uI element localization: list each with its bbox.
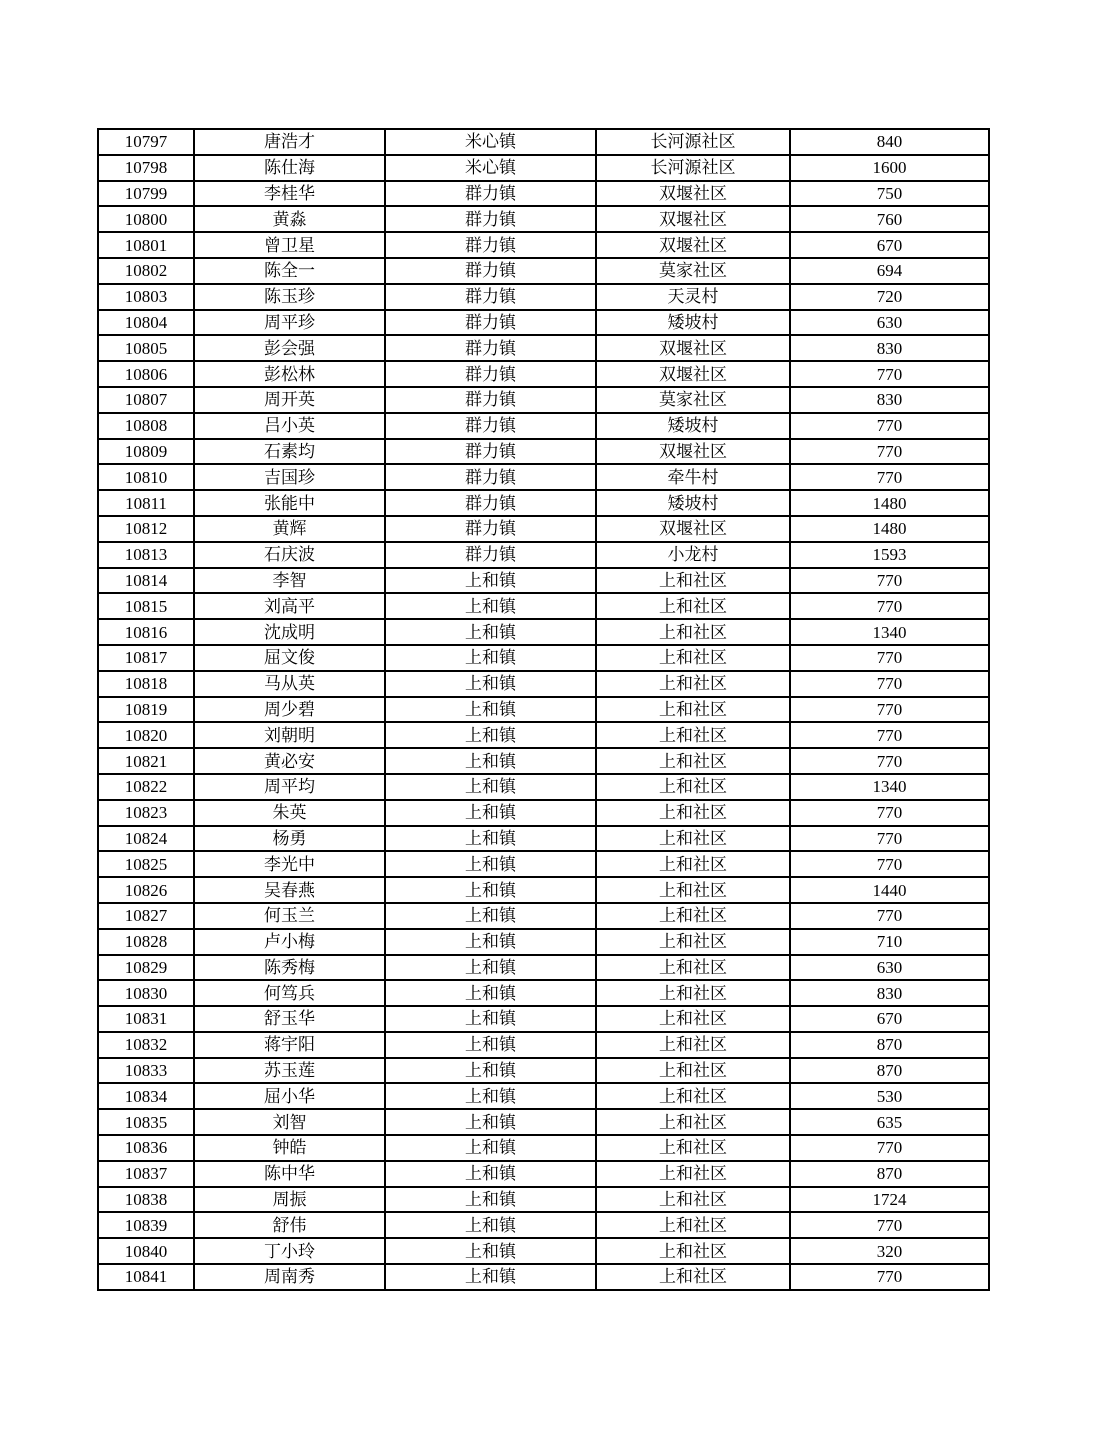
cell-town: 上和镇 [385,1238,596,1264]
cell-amount: 1593 [790,542,989,568]
cell-community: 上和社区 [596,955,790,981]
cell-town: 上和镇 [385,697,596,723]
cell-person-name: 何笃兵 [194,980,385,1006]
cell-person-name: 吕小英 [194,413,385,439]
cell-amount: 1340 [790,619,989,645]
cell-amount: 750 [790,181,989,207]
cell-person-name: 屈小华 [194,1083,385,1109]
cell-amount: 1440 [790,877,989,903]
cell-record-id: 10799 [98,181,194,207]
cell-person-name: 唐浩才 [194,129,385,155]
cell-community: 上和社区 [596,619,790,645]
cell-community: 矮坡村 [596,310,790,336]
cell-record-id: 10803 [98,284,194,310]
table-row [98,697,989,723]
cell-community: 矮坡村 [596,490,790,516]
cell-amount: 630 [790,955,989,981]
cell-town: 上和镇 [385,1161,596,1187]
table-row [98,645,989,671]
cell-amount: 770 [790,464,989,490]
cell-person-name: 周少碧 [194,697,385,723]
cell-person-name: 周平均 [194,774,385,800]
table-row [98,206,989,232]
cell-community: 上和社区 [596,980,790,1006]
table-row [98,774,989,800]
cell-amount: 670 [790,1006,989,1032]
cell-record-id: 10814 [98,568,194,594]
cell-record-id: 10820 [98,722,194,748]
cell-community: 双堰社区 [596,335,790,361]
cell-community: 上和社区 [596,1032,790,1058]
cell-amount: 770 [790,826,989,852]
cell-community: 上和社区 [596,903,790,929]
table-row [98,851,989,877]
cell-person-name: 曾卫星 [194,232,385,258]
cell-amount: 770 [790,748,989,774]
table-row [98,1264,989,1290]
cell-record-id: 10811 [98,490,194,516]
cell-community: 上和社区 [596,568,790,594]
cell-amount: 770 [790,697,989,723]
table-row [98,1058,989,1084]
table-row [98,1135,989,1161]
cell-amount: 770 [790,1135,989,1161]
cell-person-name: 马从英 [194,671,385,697]
table-row [98,232,989,258]
cell-amount: 770 [790,800,989,826]
cell-community: 莫家社区 [596,258,790,284]
cell-town: 上和镇 [385,774,596,800]
cell-amount: 320 [790,1238,989,1264]
cell-person-name: 蒋宇阳 [194,1032,385,1058]
table-row [98,1006,989,1032]
cell-amount: 770 [790,722,989,748]
table-row [98,800,989,826]
cell-person-name: 吉国珍 [194,464,385,490]
table-row [98,1238,989,1264]
cell-town: 群力镇 [385,361,596,387]
cell-town: 上和镇 [385,1006,596,1032]
cell-town: 上和镇 [385,1212,596,1238]
cell-community: 上和社区 [596,593,790,619]
cell-person-name: 张能中 [194,490,385,516]
table-row [98,310,989,336]
cell-community: 长河源社区 [596,129,790,155]
cell-community: 上和社区 [596,645,790,671]
cell-amount: 770 [790,439,989,465]
cell-amount: 770 [790,645,989,671]
cell-person-name: 沈成明 [194,619,385,645]
table-row [98,903,989,929]
cell-town: 上和镇 [385,1058,596,1084]
table-row [98,464,989,490]
cell-town: 群力镇 [385,335,596,361]
cell-community: 双堰社区 [596,439,790,465]
cell-town: 上和镇 [385,955,596,981]
cell-town: 群力镇 [385,232,596,258]
cell-amount: 770 [790,903,989,929]
table-row [98,568,989,594]
cell-community: 上和社区 [596,722,790,748]
cell-person-name: 何玉兰 [194,903,385,929]
cell-person-name: 陈中华 [194,1161,385,1187]
cell-person-name: 刘朝明 [194,722,385,748]
table-row [98,722,989,748]
table-row [98,619,989,645]
cell-record-id: 10836 [98,1135,194,1161]
cell-record-id: 10840 [98,1238,194,1264]
cell-record-id: 10798 [98,155,194,181]
cell-person-name: 陈仕海 [194,155,385,181]
cell-person-name: 周平珍 [194,310,385,336]
cell-record-id: 10802 [98,258,194,284]
table-row [98,490,989,516]
cell-record-id: 10825 [98,851,194,877]
cell-person-name: 李智 [194,568,385,594]
cell-community: 上和社区 [596,1212,790,1238]
cell-amount: 694 [790,258,989,284]
cell-record-id: 10823 [98,800,194,826]
cell-amount: 770 [790,593,989,619]
cell-town: 上和镇 [385,593,596,619]
cell-town: 群力镇 [385,542,596,568]
cell-record-id: 10826 [98,877,194,903]
cell-record-id: 10841 [98,1264,194,1290]
cell-record-id: 10812 [98,516,194,542]
cell-town: 群力镇 [385,387,596,413]
cell-record-id: 10806 [98,361,194,387]
table-row [98,929,989,955]
cell-community: 上和社区 [596,1238,790,1264]
cell-community: 双堰社区 [596,516,790,542]
records-table-body [98,129,989,1290]
cell-town: 群力镇 [385,284,596,310]
cell-record-id: 10797 [98,129,194,155]
cell-community: 双堰社区 [596,232,790,258]
cell-amount: 630 [790,310,989,336]
cell-record-id: 10805 [98,335,194,361]
table-row [98,1161,989,1187]
table-row [98,955,989,981]
cell-town: 上和镇 [385,1109,596,1135]
cell-record-id: 10817 [98,645,194,671]
cell-town: 群力镇 [385,310,596,336]
table-row [98,439,989,465]
cell-person-name: 黄辉 [194,516,385,542]
cell-person-name: 刘高平 [194,593,385,619]
cell-community: 上和社区 [596,1058,790,1084]
cell-record-id: 10827 [98,903,194,929]
cell-community: 小龙村 [596,542,790,568]
table-row [98,826,989,852]
cell-amount: 870 [790,1032,989,1058]
table-row [98,980,989,1006]
cell-town: 群力镇 [385,490,596,516]
cell-amount: 530 [790,1083,989,1109]
cell-town: 上和镇 [385,748,596,774]
cell-town: 上和镇 [385,1264,596,1290]
cell-amount: 670 [790,232,989,258]
cell-record-id: 10804 [98,310,194,336]
cell-amount: 830 [790,387,989,413]
cell-town: 上和镇 [385,645,596,671]
table-row [98,335,989,361]
cell-record-id: 10824 [98,826,194,852]
cell-person-name: 屈文俊 [194,645,385,671]
cell-community: 莫家社区 [596,387,790,413]
cell-town: 上和镇 [385,800,596,826]
cell-amount: 870 [790,1058,989,1084]
cell-town: 群力镇 [385,258,596,284]
cell-record-id: 10831 [98,1006,194,1032]
records-table [97,128,990,1291]
cell-community: 上和社区 [596,877,790,903]
cell-amount: 770 [790,413,989,439]
table-row [98,671,989,697]
cell-community: 上和社区 [596,1135,790,1161]
cell-town: 上和镇 [385,619,596,645]
cell-record-id: 10800 [98,206,194,232]
cell-record-id: 10821 [98,748,194,774]
cell-amount: 770 [790,851,989,877]
table-row [98,1212,989,1238]
cell-town: 群力镇 [385,181,596,207]
cell-person-name: 石庆波 [194,542,385,568]
cell-community: 牵牛村 [596,464,790,490]
cell-town: 群力镇 [385,464,596,490]
table-row [98,413,989,439]
cell-community: 矮坡村 [596,413,790,439]
cell-amount: 870 [790,1161,989,1187]
cell-record-id: 10822 [98,774,194,800]
cell-town: 米心镇 [385,129,596,155]
cell-record-id: 10810 [98,464,194,490]
cell-person-name: 周南秀 [194,1264,385,1290]
cell-person-name: 陈秀梅 [194,955,385,981]
cell-community: 上和社区 [596,800,790,826]
cell-record-id: 10837 [98,1161,194,1187]
cell-record-id: 10813 [98,542,194,568]
cell-person-name: 吴春燕 [194,877,385,903]
cell-town: 米心镇 [385,155,596,181]
cell-person-name: 舒伟 [194,1212,385,1238]
table-row [98,593,989,619]
cell-town: 上和镇 [385,1083,596,1109]
table-row [98,516,989,542]
cell-amount: 770 [790,1212,989,1238]
cell-amount: 830 [790,335,989,361]
cell-person-name: 周振 [194,1187,385,1213]
cell-record-id: 10832 [98,1032,194,1058]
cell-town: 群力镇 [385,206,596,232]
table-row [98,129,989,155]
cell-town: 上和镇 [385,903,596,929]
cell-record-id: 10819 [98,697,194,723]
cell-amount: 760 [790,206,989,232]
table-row [98,284,989,310]
cell-town: 上和镇 [385,980,596,1006]
cell-person-name: 黄淼 [194,206,385,232]
cell-record-id: 10816 [98,619,194,645]
cell-amount: 770 [790,671,989,697]
cell-amount: 1340 [790,774,989,800]
table-row [98,542,989,568]
cell-town: 上和镇 [385,929,596,955]
cell-amount: 1480 [790,516,989,542]
cell-person-name: 朱英 [194,800,385,826]
cell-community: 上和社区 [596,851,790,877]
cell-town: 上和镇 [385,1187,596,1213]
cell-amount: 770 [790,568,989,594]
cell-community: 上和社区 [596,1006,790,1032]
cell-town: 上和镇 [385,1135,596,1161]
cell-community: 上和社区 [596,826,790,852]
cell-person-name: 刘智 [194,1109,385,1135]
cell-person-name: 李光中 [194,851,385,877]
cell-amount: 1724 [790,1187,989,1213]
cell-person-name: 丁小玲 [194,1238,385,1264]
cell-person-name: 李桂华 [194,181,385,207]
cell-town: 上和镇 [385,1032,596,1058]
cell-amount: 720 [790,284,989,310]
cell-record-id: 10818 [98,671,194,697]
cell-community: 上和社区 [596,697,790,723]
cell-community: 上和社区 [596,1161,790,1187]
cell-record-id: 10830 [98,980,194,1006]
cell-record-id: 10829 [98,955,194,981]
cell-record-id: 10828 [98,929,194,955]
cell-community: 上和社区 [596,774,790,800]
cell-community: 上和社区 [596,929,790,955]
cell-person-name: 卢小梅 [194,929,385,955]
cell-record-id: 10815 [98,593,194,619]
cell-person-name: 陈全一 [194,258,385,284]
cell-record-id: 10833 [98,1058,194,1084]
cell-person-name: 石素均 [194,439,385,465]
table-row [98,1032,989,1058]
cell-town: 上和镇 [385,851,596,877]
cell-community: 上和社区 [596,1109,790,1135]
cell-record-id: 10807 [98,387,194,413]
table-row [98,748,989,774]
table-row [98,1187,989,1213]
cell-community: 双堰社区 [596,206,790,232]
cell-amount: 770 [790,361,989,387]
cell-town: 上和镇 [385,671,596,697]
cell-town: 群力镇 [385,439,596,465]
cell-town: 上和镇 [385,877,596,903]
cell-community: 双堰社区 [596,181,790,207]
cell-town: 上和镇 [385,568,596,594]
table-row [98,155,989,181]
cell-community: 上和社区 [596,748,790,774]
cell-person-name: 彭松林 [194,361,385,387]
cell-amount: 635 [790,1109,989,1135]
cell-person-name: 舒玉华 [194,1006,385,1032]
cell-person-name: 陈玉珍 [194,284,385,310]
cell-community: 上和社区 [596,1264,790,1290]
cell-community: 双堰社区 [596,361,790,387]
cell-community: 上和社区 [596,671,790,697]
cell-record-id: 10801 [98,232,194,258]
cell-town: 群力镇 [385,413,596,439]
cell-amount: 770 [790,1264,989,1290]
cell-community: 长河源社区 [596,155,790,181]
cell-record-id: 10809 [98,439,194,465]
cell-community: 天灵村 [596,284,790,310]
cell-person-name: 苏玉莲 [194,1058,385,1084]
cell-town: 群力镇 [385,516,596,542]
cell-record-id: 10808 [98,413,194,439]
cell-town: 上和镇 [385,826,596,852]
cell-record-id: 10835 [98,1109,194,1135]
cell-town: 上和镇 [385,722,596,748]
cell-community: 上和社区 [596,1187,790,1213]
cell-amount: 840 [790,129,989,155]
table-row [98,877,989,903]
cell-community: 上和社区 [596,1083,790,1109]
cell-person-name: 彭会强 [194,335,385,361]
table-row [98,1109,989,1135]
cell-person-name: 杨勇 [194,826,385,852]
cell-amount: 710 [790,929,989,955]
cell-amount: 1600 [790,155,989,181]
cell-person-name: 黄必安 [194,748,385,774]
cell-amount: 830 [790,980,989,1006]
table-row [98,1083,989,1109]
cell-person-name: 钟皓 [194,1135,385,1161]
cell-amount: 1480 [790,490,989,516]
table-row [98,181,989,207]
table-row [98,361,989,387]
cell-record-id: 10839 [98,1212,194,1238]
cell-record-id: 10838 [98,1187,194,1213]
cell-record-id: 10834 [98,1083,194,1109]
table-row [98,387,989,413]
table-row [98,258,989,284]
cell-person-name: 周开英 [194,387,385,413]
